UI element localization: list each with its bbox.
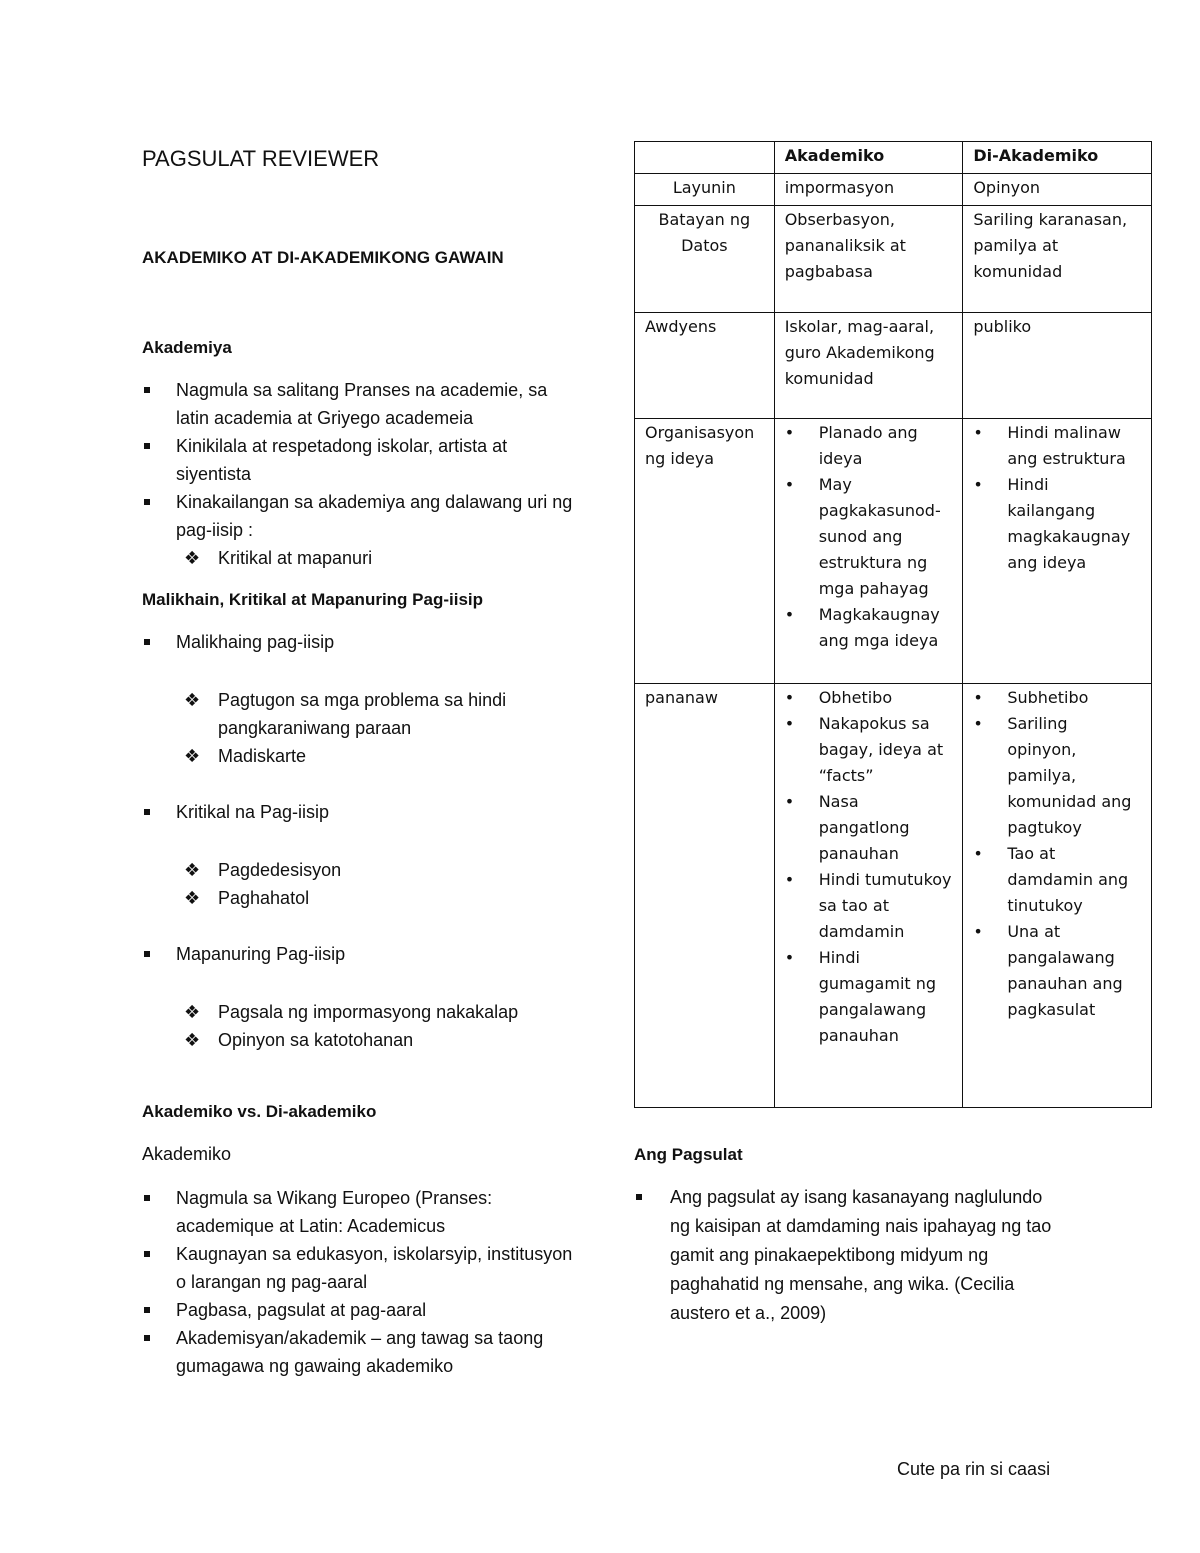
list-item-text: Opinyon sa katotohanan — [218, 1030, 414, 1050]
pagiisip-list — [142, 628, 582, 656]
mapanuri-list — [142, 940, 582, 968]
bullet-list — [973, 420, 1141, 576]
list-item: Ang pagsulat ay isang kasanayang naglulundo ng kaisipan at damdaming nais ipahayag ng tao gamit ang pinakaepektibong midyum ng paghahatid ng mensahe, ang wika. (Cecilia austero et a., 2009) — [634, 1183, 1054, 1328]
list-item: Nagmula sa salitang Pranses na academie, sa latin academia at Griyego academeia — [142, 376, 582, 432]
list-item: • Hindi malinaw ang estruktura — [973, 420, 1141, 472]
list-item — [184, 998, 582, 1026]
bullet-list — [973, 685, 1141, 1023]
list-item: Mapanuring Pag-iisip — [142, 940, 582, 968]
list-item: • Obhetibo — [785, 685, 953, 711]
list-item-text: Kritikal at mapanuri — [218, 548, 373, 568]
pagsulat-list — [634, 1183, 1054, 1328]
list-item: Nagmula sa Wikang Europeo (Pranses: academique at Latin: Academicus — [142, 1184, 582, 1240]
section-heading-pagsulat: Ang Pagsulat — [634, 1145, 743, 1164]
table-cell — [963, 419, 1152, 684]
table-header-cell: Di-Akademiko — [963, 142, 1152, 174]
table-row — [635, 684, 1152, 1108]
table-cell: impormasyon — [774, 174, 963, 206]
table-row — [635, 174, 1152, 206]
table-cell — [774, 419, 963, 684]
section-heading-pagiisip: Malikhain, Kritikal at Mapanuring Pag-iisip — [142, 590, 484, 609]
list-item: Kaugnayan sa edukasyon, iskolarsyip, institusyon o larangan ng pag-aaral — [142, 1240, 582, 1296]
row-label: Batayan ng Datos — [635, 206, 775, 313]
table-row — [635, 206, 1152, 313]
section-heading-vs: Akademiko vs. Di-akademiko — [142, 1102, 377, 1121]
list-item — [184, 1026, 582, 1054]
table-cell: Obserbasyon, pananaliksik at pagbabasa — [774, 206, 963, 313]
table-cell — [963, 684, 1152, 1108]
four-diamond-bullet-icon: ❖ — [184, 860, 201, 880]
list-item: Akademisyan/akademik – ang tawag sa taong gumagawa ng gawaing akademiko — [142, 1324, 582, 1380]
footer-note: Cute pa rin si caasi — [897, 1459, 1051, 1479]
list-item: • Hindi tumutukoy sa tao at damdamin — [785, 867, 953, 945]
list-item: Pagbasa, pagsulat at pag-aaral — [142, 1296, 582, 1324]
table-header-cell — [635, 142, 775, 174]
table-row — [635, 419, 1152, 684]
list-item: Kinikilala at respetadong iskolar, artista at siyentista — [142, 432, 582, 488]
akademiko-list — [142, 1184, 582, 1380]
list-item: • Planado ang ideya — [785, 420, 953, 472]
list-item-text: Pagtugon sa mga problema sa hindi pangkaraniwang paraan — [218, 690, 507, 738]
list-item: • Una at pangalawang panauhan ang pagkasulat — [973, 919, 1141, 1023]
bullet-list — [785, 685, 953, 1049]
table-cell: Opinyon — [963, 174, 1152, 206]
pagsulat-section — [634, 1140, 1054, 1328]
list-item-text: Kinakailangan sa akademiya ang dalawang uri ng pag-iisip : — [176, 492, 573, 540]
four-diamond-bullet-icon: ❖ — [184, 690, 201, 710]
table-cell: Sariling karanasan, pamilya at komunidad — [963, 206, 1152, 313]
list-item — [184, 884, 582, 912]
list-item-text: Pagdedesisyon — [218, 860, 342, 880]
table-cell: Iskolar, mag-aaral, guro Akademikong komunidad — [774, 313, 963, 419]
four-diamond-bullet-icon: ❖ — [184, 1002, 201, 1022]
bullet-list — [785, 420, 953, 654]
list-item: • May pagkakasunod-sunod ang estruktura ng mga pahayag — [785, 472, 953, 602]
list-item: • Magkakaugnay ang mga ideya — [785, 602, 953, 654]
row-label: Layunin — [635, 174, 775, 206]
list-item-text: Paghahatol — [218, 888, 310, 908]
list-item: • Hindi kailangang magkakaugnay ang ideya — [973, 472, 1141, 576]
subheading-akademiya: Akademiya — [142, 338, 232, 357]
list-item: Kritikal na Pag-iisip — [142, 798, 582, 826]
table-cell — [774, 684, 963, 1108]
subheading-akademiko: Akademiko — [142, 1144, 232, 1164]
akademiya-sublist — [176, 544, 582, 572]
four-diamond-bullet-icon: ❖ — [184, 888, 201, 908]
list-item — [184, 544, 582, 572]
mapanuri-sublist — [142, 998, 582, 1054]
list-item: • Sariling opinyon, pamilya, komunidad ang pagtukoy — [973, 711, 1141, 841]
four-diamond-bullet-icon: ❖ — [184, 1030, 201, 1050]
list-item — [142, 488, 582, 572]
akademiya-list — [142, 376, 582, 572]
table-row — [635, 313, 1152, 419]
list-item-text: Pagsala ng impormasyong nakakalap — [218, 1002, 519, 1022]
section-heading-gawain: AKADEMIKO AT DI-AKADEMIKONG GAWAIN — [142, 248, 504, 267]
four-diamond-bullet-icon: ❖ — [184, 746, 201, 766]
list-item: • Hindi gumagamit ng pangalawang panauhan — [785, 945, 953, 1049]
left-column — [142, 142, 582, 1380]
table-header-cell: Akademiko — [774, 142, 963, 174]
kritikal-sublist — [142, 856, 582, 912]
row-label: Awdyens — [635, 313, 775, 419]
list-item — [184, 742, 582, 770]
list-item: Malikhaing pag-iisip — [142, 628, 582, 656]
page-title: PAGSULAT REVIEWER — [142, 146, 380, 171]
kritikal-list — [142, 798, 582, 826]
list-item — [184, 686, 582, 742]
four-diamond-bullet-icon: ❖ — [184, 548, 201, 568]
table-cell: publiko — [963, 313, 1152, 419]
list-item: • Nasa pangatlong panauhan — [785, 789, 953, 867]
row-label: pananaw — [635, 684, 775, 1108]
list-item-text: Madiskarte — [218, 746, 307, 766]
list-item — [184, 856, 582, 884]
list-item: • Subhetibo — [973, 685, 1141, 711]
list-item: • Nakapokus sa bagay, ideya at “facts” — [785, 711, 953, 789]
list-item: • Tao at damdamin ang tinutukoy — [973, 841, 1141, 919]
malikhain-sublist — [142, 686, 582, 770]
row-label: Organisasyon ng ideya — [635, 419, 775, 684]
table-header-row — [635, 142, 1152, 174]
comparison-table — [634, 141, 1152, 1108]
